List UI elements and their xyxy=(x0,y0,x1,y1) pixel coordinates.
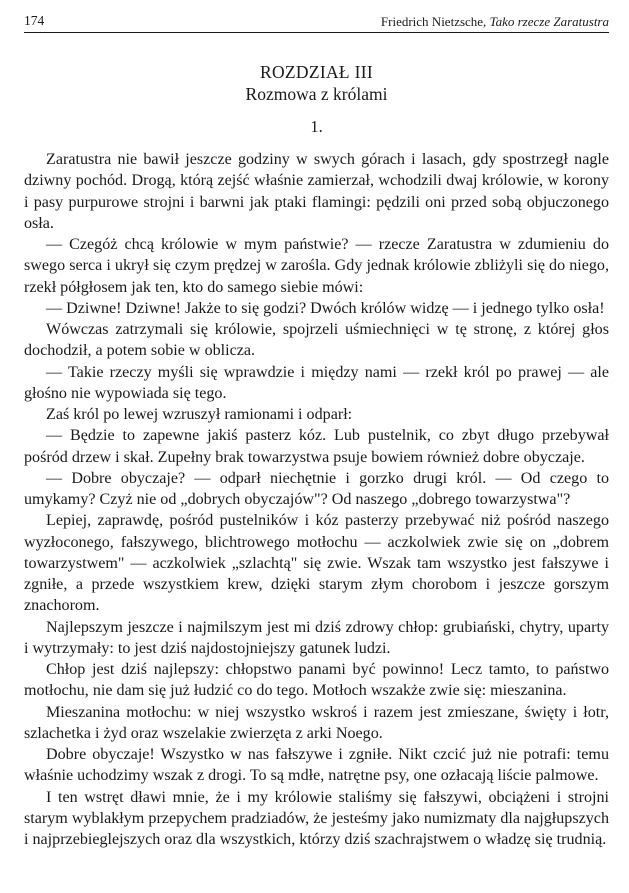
chapter-subtitle: Rozmowa z królami xyxy=(245,84,388,104)
page-number: 174 xyxy=(24,13,45,28)
paragraph: — Takie rzeczy myśli się wprawdzie i między nami — rzekł król po prawej — ale głośno nie wypowiada się tego. xyxy=(24,363,609,402)
chapter-heading: ROZDZIAŁ III xyxy=(260,62,373,82)
paragraph: — Dobre obyczaje? — odparł niechętnie i gorzko drugi król. — Od czego to umykamy? Czyż nie od „dobrych obyczajów"? Od naszego „dobrego towarzystwa"? xyxy=(24,469,609,508)
paragraph: Wówczas zatrzymali się królowie, spojrzeli uśmiechnięci w tę stronę, z której głos dochodził, a potem sobie w oblicza. xyxy=(24,321,609,360)
paragraph: — Będzie to zapewne jakiś pasterz kóz. Lub pustelnik, co zbyt długo przebywał pośród drzew i skał. Zupełny brak towarzystwa psuje bowiem również dobre obyczaje. xyxy=(24,427,609,466)
paragraph: Chłop jest dziś najlepszy: chłopstwo panami być powinno! Lecz tamto, to państwo motłochu, nie dam się już łudzić co do tego. Motłoch wszakże zwie się: mieszanina. xyxy=(24,661,609,700)
paragraph: Lepiej, zaprawdę, pośród pustelników i kóz pasterzy przebywać niż pośród naszego wyzłoconego, fałszywego, blichtrowego motłochu — aczkolwiek zwie się on „dobrem towarzystwem" — aczkolwiek „szlachtą" się zwie. Wszak tam wszystko jest fałszywe i zgniłe, a przede wszystkiem krew, dzięki starym złym chorobom i jeszcze gorszym znachorom. xyxy=(24,512,609,615)
section-number: 1. xyxy=(310,117,323,136)
paragraph: Dobre obyczaje! Wszystko w nas fałszywe i zgniłe. Nikt czcić już nie potrafi: temu właśnie uchodzimy wszak z drogi. To są mdłe, natrętne psy, one ozłacają liście palmowe. xyxy=(24,746,609,785)
paragraph: Zaratustra nie bawił jeszcze godziny w swych górach i lasach, gdy spostrzegł nagle dziwny pochód. Drogą, którą zejść właśnie zamierzał, wchodzili dwaj królowie, w korony i pasy purpurowe strojni i barwni jak ptaki flamingi: pędzili oni przed sobą objuczonego osła. xyxy=(24,151,609,232)
paragraph: Zaś król po lewej wzruszył ramionami i odparł: xyxy=(46,406,353,423)
book-page xyxy=(24,10,609,880)
running-title xyxy=(381,14,609,30)
body-text xyxy=(24,149,609,850)
paragraph: — Czegóż chcą królowie w mym państwie? — rzecze Zaratustra w zdumieniu do swego serca i ukrył się czym prędzej w zarośla. Gdy jednak królowie zbliżyli się do niego, rzekł półgłosem jak ten, kto do samego siebie mówi: xyxy=(24,236,609,296)
paragraph: Mieszanina motłochu: w niej wszystko wskroś i razem jest zmieszane, święty i łotr, szlachetka i żyd oraz wszelakie zwierzęta z arki Noego. xyxy=(24,703,609,742)
running-head xyxy=(24,10,609,33)
running-title-author: Friedrich Nietzsche, xyxy=(380,14,490,29)
paragraph: I ten wstręt dławi mnie, że i my królowie staliśmy się fałszywi, obciążeni i strojni starym wyblakłym przepychem pradziadów, że jesteśmy jako numizmaty dla najgłupszych i najprzebieglejszych oraz dla wszystkich, którzy dziś szachrajstwem o władzę się trudnią. xyxy=(24,788,609,848)
paragraph: — Dziwne! Dziwne! Jakże to się godzi? Dwóch królów widzę — i jednego tylko osła! xyxy=(46,299,605,317)
running-title-book: Tako rzecze Zaratustra xyxy=(489,14,609,29)
paragraph: Najlepszym jeszcze i najmilszym jest mi dziś zdrowy chłop: grubiański, chytry, uparty i wytrzymały: to jest dziś najdostojniejszy gatunek ludzi. xyxy=(24,618,609,657)
